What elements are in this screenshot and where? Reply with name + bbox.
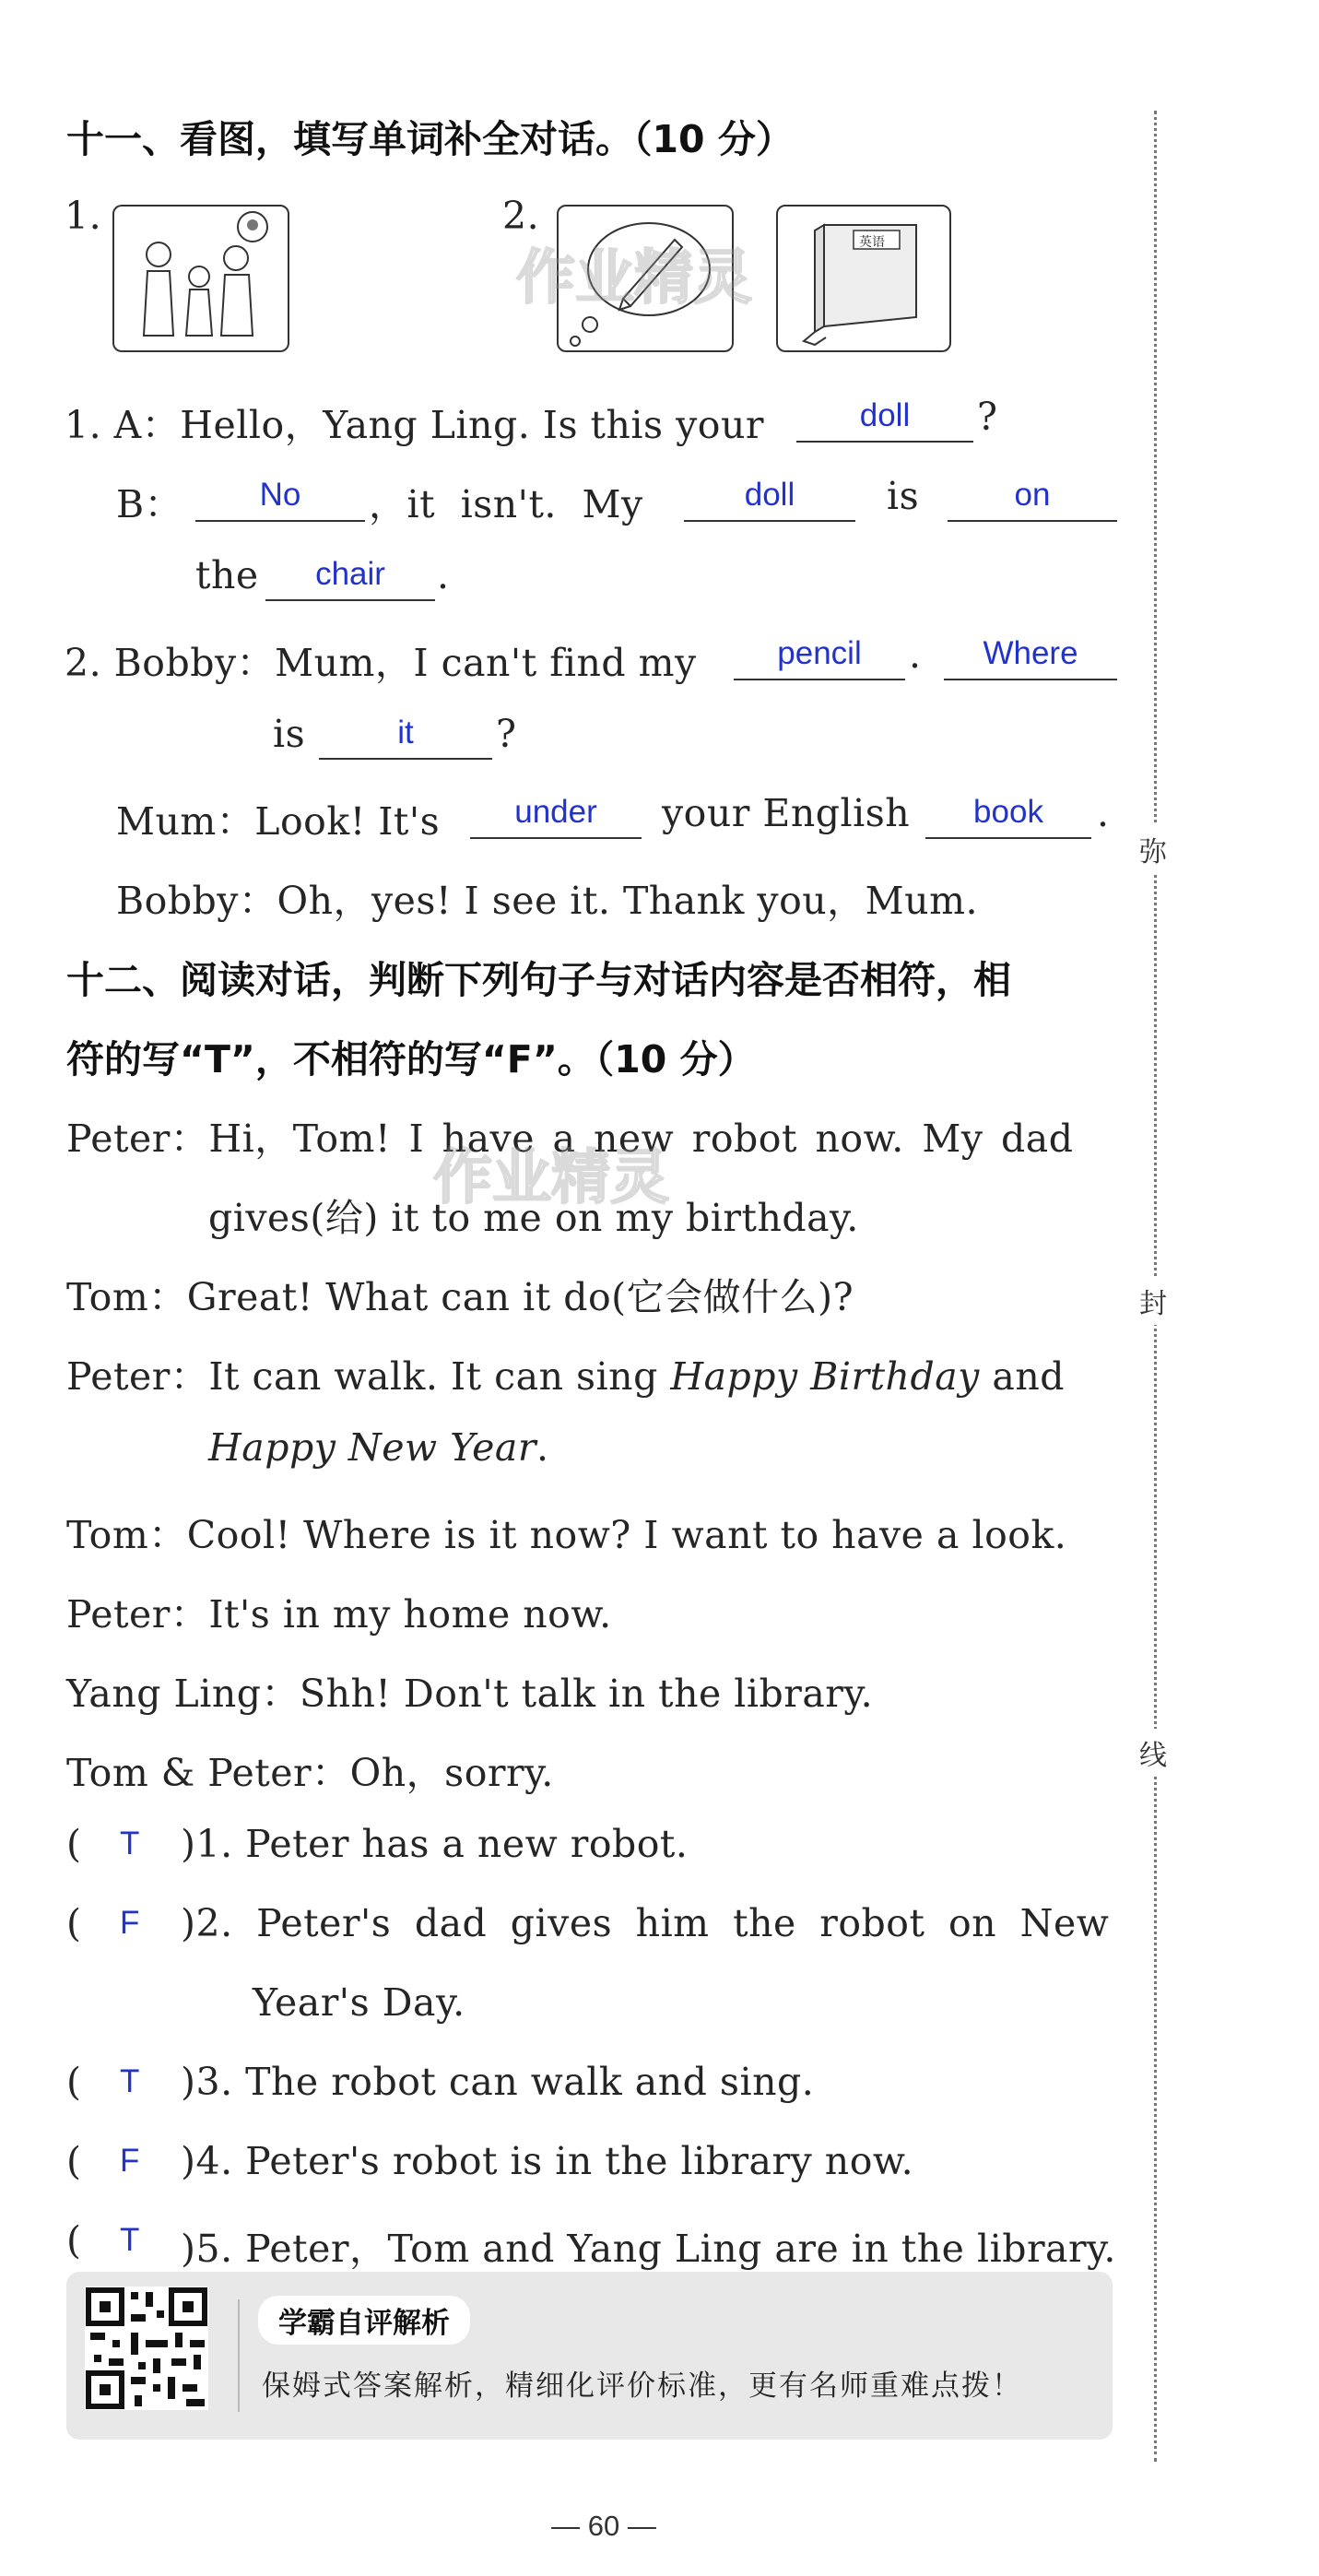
- song-title-happy-birthday: Happy Birthday: [670, 1354, 980, 1399]
- q2-answer-4: under: [470, 791, 642, 839]
- promo-banner: [66, 2272, 1113, 2440]
- q1-period: .: [437, 553, 450, 597]
- q1-answer-2: No: [195, 474, 365, 522]
- tf-open-paren-5: (: [66, 2218, 82, 2263]
- q2-period-2: .: [1097, 791, 1110, 835]
- dialogue-line-3a-post: and: [992, 1354, 1065, 1399]
- family-illustration-icon: [114, 207, 288, 350]
- margin-label-mi: 弥: [1139, 825, 1167, 873]
- promo-tag: 学霸自评解析: [258, 2296, 470, 2345]
- dialogue-line-3b: [208, 1425, 549, 1470]
- dialogue-line-3a: [66, 1346, 1065, 1400]
- q2-period-1: .: [909, 632, 922, 677]
- section-12-title-line2: 符的写“T”，不相符的写“F”。（10 分）: [66, 1037, 756, 1081]
- english-book-icon: [778, 207, 949, 350]
- promo-slogan: 保姆式答案解析，精细化评价标准，更有名师重难点拨！: [262, 2369, 1022, 2403]
- q2-answer-2: Where: [944, 632, 1117, 680]
- q1-b-label: B：: [116, 482, 183, 526]
- tf-statement-3: )3. The robot can walk and sing.: [181, 2060, 815, 2104]
- qr-code-icon[interactable]: [85, 2286, 208, 2410]
- q2-mum-line: Mum：Look! It's: [116, 799, 441, 844]
- tf-open-paren-2: (: [66, 1901, 82, 1945]
- page-number: — 60 —: [551, 2510, 656, 2542]
- tf-open-paren-1: (: [66, 1822, 82, 1866]
- q1-answer-1: doll: [796, 395, 973, 443]
- picture-1-label: 1.: [65, 194, 102, 238]
- dialogue-line-1a: Peter：Hi，Tom! I have a new robot now. My dad: [66, 1117, 1074, 1161]
- q1-the: the: [195, 553, 259, 597]
- q2-mum-mid: your English: [662, 791, 911, 835]
- section-12-title-line1: 十二、阅读对话，判断下列句子与对话内容是否相符，相: [66, 958, 1011, 1002]
- tf-statement-2-cont: Year's Day.: [253, 1980, 465, 2025]
- dialogue-line-4: Tom：Cool! Where is it now? I want to have a look.: [66, 1513, 1067, 1557]
- dialogue-line-5: Peter：It's in my home now.: [66, 1592, 612, 1637]
- dialogue-line-2: Tom：Great! What can it do(它会做什么)?: [66, 1275, 854, 1319]
- dialogue-line-3a-pre: Peter：It can walk. It can sing: [66, 1354, 658, 1399]
- q1-qmark: ?: [977, 395, 998, 439]
- q1-line2-text: ，it isn't. My: [369, 482, 643, 526]
- margin-label-feng: 封: [1139, 1277, 1167, 1325]
- dialogue-line-6: Yang Ling：Shh! Don't talk in the library.: [66, 1672, 874, 1716]
- tf-statement-5: )5. Peter，Tom and Yang Ling are in the library.: [181, 2227, 1116, 2271]
- q2-answer-1: pencil: [734, 632, 905, 680]
- picture-family-doll: [112, 205, 289, 352]
- book-cover-label: 英语: [859, 235, 885, 250]
- dialogue-line-7: Tom & Peter：Oh，sorry.: [66, 1751, 554, 1795]
- picture-english-book: [776, 205, 951, 352]
- q1-answer-4: on: [948, 474, 1117, 522]
- q2-is: is: [273, 712, 306, 756]
- q1-line1-text: 1. A：Hello，Yang Ling. Is this your: [65, 403, 764, 447]
- picture-2-label: 2.: [502, 194, 540, 238]
- watermark-middle: 作业精灵: [433, 1144, 669, 1212]
- q2-answer-5: book: [925, 791, 1091, 839]
- dialogue-line-3b-post: .: [536, 1425, 549, 1470]
- tf-answer-1: T: [120, 1826, 140, 1861]
- q2-qmark: ?: [496, 712, 517, 756]
- q2-bobby-line: Bobby：Oh，yes! I see it. Thank you，Mum.: [116, 879, 978, 923]
- tf-open-paren-3: (: [66, 2060, 82, 2104]
- q1-is: is: [887, 474, 920, 518]
- tf-statement-1: )1. Peter has a new robot.: [181, 1822, 689, 1866]
- tf-statement-4: )4. Peter's robot is in the library now.: [181, 2139, 914, 2183]
- q1-answer-5: chair: [265, 553, 435, 601]
- q2-answer-3: it: [319, 712, 492, 760]
- section-11-title: 十一、看图，填写单词补全对话。（10 分）: [66, 117, 794, 161]
- tf-answer-4: F: [120, 2143, 140, 2179]
- watermark-top: 作业精灵: [516, 244, 752, 313]
- qr-pattern-icon: [85, 2286, 208, 2410]
- tf-answer-3: T: [120, 2063, 140, 2099]
- dialogue-line-1b: gives(给) it to me on my birthday.: [208, 1196, 859, 1240]
- q1-answer-3: doll: [684, 474, 855, 522]
- song-title-happy-new-year: Happy New Year: [208, 1425, 536, 1470]
- tf-answer-2: F: [120, 1905, 140, 1941]
- tf-statement-2: )2. Peter's dad gives him the robot on New: [181, 1901, 1110, 1945]
- tf-answer-5: T: [120, 2222, 140, 2258]
- q2-line1-text: 2. Bobby：Mum，I can't find my: [65, 641, 697, 685]
- tf-open-paren-4: (: [66, 2139, 82, 2183]
- promo-divider: [238, 2299, 240, 2412]
- margin-label-xian: 线: [1139, 1729, 1167, 1777]
